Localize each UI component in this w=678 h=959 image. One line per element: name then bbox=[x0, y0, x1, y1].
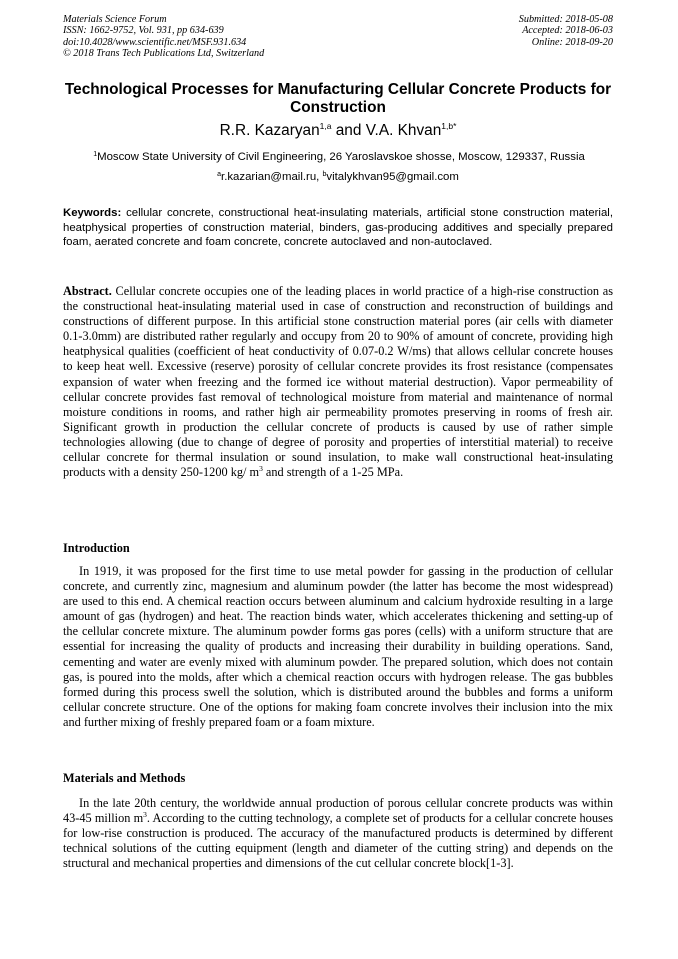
submitted-date: Submitted: 2018-05-08 bbox=[518, 14, 613, 25]
abstract-section bbox=[63, 284, 613, 480]
email-mark: a bbox=[217, 171, 222, 178]
superscript: 3 bbox=[259, 464, 263, 474]
paragraph-text: In the late 20th century, the worldwide annual production of porous cellular concrete products was within 43-45 million m bbox=[63, 796, 613, 826]
affiliation bbox=[58, 150, 620, 164]
author-conjunction: and bbox=[331, 122, 366, 139]
section-heading-introduction: Introduction bbox=[63, 541, 130, 555]
affiliation-number: 1 bbox=[93, 151, 98, 158]
affiliation-text: Moscow State University of Civil Engineering, 26 Yaroslavskoe shosse, Moscow, 129337, Russia bbox=[97, 151, 585, 163]
abstract-label: Abstract. bbox=[63, 284, 112, 298]
online-date: Online: 2018-09-20 bbox=[531, 36, 613, 48]
materials-methods-paragraph bbox=[63, 796, 613, 871]
author-name: V.A. Khvan bbox=[365, 122, 442, 139]
introduction-paragraph: In 1919, it was proposed for the first time to use metal powder for gassing in the production of cellular concrete, and currently zinc, magnesium and aluminum powder (the latter has become the most widespread) are used to this end. A chemical reaction occurs between aluminum and calcium hydroxide resulting in a large amount of gas (hydrogen) and heat. The reaction binds water, which accelerates thickening and setting-up of the cellular concrete mixture. The aluminum powder forms gas pores (cells) with a uniform structure that are essential for increasing the quality of products and increasing their durability in building operations. Sand, cementing and water are evenly mixed with aluminum powder. The prepared solution, which does not contain gas, is poured into the molds, after which a chemical reaction occurs with hydrogen release. The gas bubbles formed during this process swell the solution, which is distributed around the bubbles and forms a uniform cellular concrete structure. One of the options for making foam concrete involves their inclusion into the mix and further mixing of freshly prepared foam or a foam mixture. bbox=[63, 564, 613, 729]
journal-header bbox=[63, 14, 613, 66]
email-link[interactable]: vitalykhvan95@gmail.com bbox=[326, 171, 459, 183]
copyright-line: © 2018 Trans Tech Publications Ltd, Switzerland bbox=[63, 47, 265, 59]
keywords-label: Keywords: bbox=[63, 207, 122, 219]
paragraph-text-tail: . According to the cutting technology, a complete set of products for a cellular concrete houses for low-rise construction is produced. The accuracy of the manufactured products is determined by different technical solutions of the cutting equipment (length and diameter of the cutting string) and depends on the structural and mechanical properties and dimensions of the cut cellular concrete block[1-3]. bbox=[63, 811, 614, 871]
author-affiliation-mark: 1,a bbox=[319, 121, 332, 131]
accepted-date: Accepted: 2018-06-03 bbox=[522, 25, 613, 37]
abstract-text-tail: and strength of a 1-25 MPa. bbox=[262, 465, 404, 480]
author-emails bbox=[63, 170, 613, 184]
keywords-text: cellular concrete, constructional heat-insulating materials, artificial stone construction material, heatphysical properties of construction material, binders, gas-producing additives and specially prepared foam, aerated concrete and foam concrete, concrete autoclaved and non-autoclaved. bbox=[63, 207, 613, 249]
journal-name: Materials Science Forum bbox=[63, 14, 167, 25]
dates-info bbox=[519, 14, 613, 48]
publication-info bbox=[63, 14, 264, 59]
email-mark: b bbox=[322, 171, 327, 178]
doi-line: doi:10.4028/www.scientific.net/MSF.931.634 bbox=[63, 36, 247, 48]
abstract-text: Cellular concrete occupies one of the leading places in world practice of a high-rise construction as the constructional heat-insulating material used in case of construction and reconstruction of buildings and constructions of different purpose. In this artificial stone construction material pores (air cells with diameter 0.1-3.0mm) are distributed rather regularly and occupy from 20 to 90% of amount of concrete, providing high heatphysical qualities (coefficient of heat conductivity of 0.07-0.2 W/ms) that allows cellular concrete houses to keep heat well. Excessive (reserve) porosity of cellular concrete provides its frost resistance (compensates expansion of water when freezing and the formed ice without material destruction). Vapor permeability of cellular concrete provides fast removal of technological moisture from material and maintenance of normal moisture conditions in rooms, and rather high air permeability promotes preserving in rooms of fresh air. Significant growth in production the cellular concrete of products is caused by use of rather simple technologies allowing (due to change of degree of porosity and properties of interstitial material) to receive cellular concrete for thermal insulation or sound insulation, to make wall constructional heat-insulating products with a density 250-1200 kg/ m bbox=[63, 284, 613, 480]
email-link[interactable]: r.kazarian@mail.ru, bbox=[221, 171, 323, 183]
issn-line: ISSN: 1662-9752, Vol. 931, pp 634-639 bbox=[63, 25, 224, 37]
keywords-section bbox=[63, 206, 613, 250]
author-affiliation-mark: 1,b* bbox=[441, 121, 457, 131]
section-heading-materials-methods: Materials and Methods bbox=[63, 771, 186, 785]
author-line bbox=[63, 121, 613, 141]
superscript: 3 bbox=[143, 810, 147, 820]
author-name: R.R. Kazaryan bbox=[219, 122, 320, 139]
paper-title: Technological Processes for Manufacturing Cellular Concrete Products for Construction bbox=[64, 81, 612, 116]
